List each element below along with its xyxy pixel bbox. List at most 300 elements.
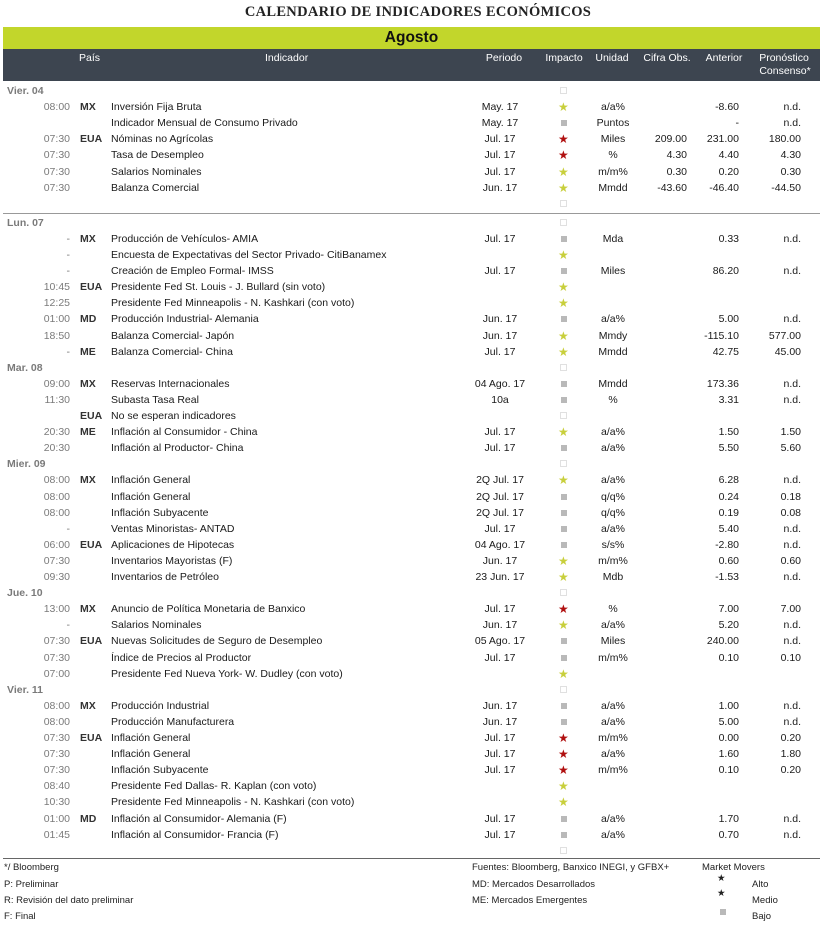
table-row: [3, 180, 820, 196]
row-period: 04 Ago. 17: [474, 538, 526, 551]
row-indicator: Balanza Comercial- China: [111, 345, 233, 358]
row-time: 13:00: [43, 603, 70, 616]
star-yellow-icon: ★: [558, 180, 569, 195]
star-yellow-icon: ★: [558, 328, 569, 343]
month-banner: Agosto: [3, 27, 820, 49]
row-indicator: Ventas Minoristas- ANTAD: [111, 522, 235, 535]
row-period: Jul. 17: [484, 812, 516, 825]
row-period: Jul. 17: [484, 651, 516, 664]
star-yellow-icon: ★: [558, 280, 569, 295]
gray-square-icon: [561, 494, 567, 500]
row-indicator: Índice de Precios al Productor: [111, 651, 252, 664]
star-yellow-icon: ★: [558, 248, 569, 262]
row-prev: 1.50: [718, 426, 739, 439]
table-row: [3, 164, 820, 180]
row-prev: 0.20: [718, 165, 739, 178]
gray-square-icon: [561, 703, 567, 709]
empty-square-icon: [560, 686, 567, 693]
table-row: [3, 601, 820, 617]
star-red-icon: ★: [558, 763, 569, 778]
table-row: [3, 505, 820, 521]
day-label: Lun. 07: [7, 216, 44, 229]
row-unit: Miles: [600, 265, 626, 278]
header-periodo: Periodo: [485, 52, 523, 64]
day-label: Vier. 11: [7, 683, 44, 696]
star-yellow-icon: ★: [558, 296, 569, 311]
row-prev: -8.60: [715, 101, 739, 114]
footer-note-revision: R: Revisión del dato preliminar: [4, 895, 134, 906]
row-period: Jul. 17: [484, 149, 516, 162]
day-label: Mar. 08: [7, 361, 43, 374]
row-unit: Mda: [602, 232, 624, 245]
row-forecast: 7.00: [780, 603, 801, 616]
row-indicator: Presidente Fed Minneapolis - N. Kashkari (con voto): [111, 796, 355, 809]
row-unit: %: [608, 149, 618, 162]
row-unit: a/a%: [601, 715, 625, 728]
table-row: [3, 730, 820, 746]
row-time: 10:45: [43, 281, 70, 294]
row-period: Jul. 17: [484, 133, 516, 146]
row-indicator: Nuevas Solicitudes de Seguro de Desempleo: [111, 635, 323, 648]
row-indicator: Inversión Fija Bruta: [111, 101, 202, 114]
row-unit: Miles: [600, 133, 626, 146]
row-indicator: Creación de Empleo Formal- IMSS: [111, 265, 274, 278]
footer-market-movers: Market Movers: [702, 862, 765, 873]
star-yellow-icon: ★: [558, 795, 569, 810]
row-indicator: Inflación al Consumidor - China: [111, 426, 258, 439]
row-unit: m/m%: [598, 165, 628, 178]
row-indicator: Presidente Fed Dallas- R. Kaplan (con voto): [111, 780, 317, 793]
gray-square-icon: [561, 381, 567, 387]
row-unit: a/a%: [601, 699, 625, 712]
star-yellow-icon: ★: [558, 666, 569, 681]
header-pronostico: Pronóstico: [759, 52, 809, 64]
row-prev: 42.75: [712, 345, 739, 358]
header-anterior: Anterior: [705, 52, 743, 64]
star-yellow-icon: ★: [558, 553, 569, 568]
row-forecast: 180.00: [768, 133, 801, 146]
row-forecast: n.d.: [783, 538, 801, 551]
gray-square-icon: [561, 542, 567, 548]
empty-square-icon: [560, 589, 567, 596]
table-row: [3, 762, 820, 778]
row-unit: a/a%: [601, 313, 625, 326]
table-row: [3, 263, 820, 279]
row-time: 08:00: [43, 101, 70, 114]
table-row: [3, 392, 820, 408]
row-indicator: Presidente Fed Minneapolis - N. Kashkari (con voto): [111, 297, 355, 310]
header-pais: País: [79, 52, 101, 64]
row-unit: s/s%: [601, 538, 625, 551]
row-indicator: Reservas Internacionales: [111, 377, 230, 390]
row-time: 07:30: [43, 165, 70, 178]
row-time: 09:30: [43, 571, 70, 583]
row-prev: 5.00: [718, 715, 739, 728]
row-forecast: 1.50: [780, 426, 801, 439]
row-prev: 0.33: [718, 232, 739, 245]
row-unit: a/a%: [601, 474, 625, 487]
row-unit: a/a%: [601, 748, 625, 761]
empty-square-icon: [560, 200, 567, 207]
footer-note-preliminar: P: Preliminar: [4, 879, 59, 890]
table-row: [3, 650, 820, 666]
legend-bajo: Bajo: [752, 911, 772, 922]
row-country: MD: [80, 812, 97, 825]
star-red-icon: ★: [558, 148, 569, 163]
row-prev: -2.80: [715, 538, 739, 551]
table-row: [3, 440, 820, 456]
table-row: [3, 311, 820, 327]
table-row: [3, 553, 820, 569]
row-period: Jul. 17: [484, 828, 516, 841]
row-time: -: [66, 345, 70, 358]
footer-md: MD: Mercados Desarrollados: [472, 879, 596, 890]
row-prev: 86.20: [712, 265, 739, 278]
table-row: [3, 537, 820, 553]
row-unit: m/m%: [598, 764, 628, 777]
row-prev: 1.00: [718, 699, 739, 712]
row-prev: 7.00: [718, 603, 739, 616]
row-unit: a/a%: [601, 442, 625, 455]
star-yellow-icon: ★: [558, 344, 569, 359]
row-indicator: Inflación Subyacente: [111, 764, 209, 777]
row-unit: a/a%: [601, 101, 625, 114]
row-indicator: Indicador Mensual de Consumo Privado: [111, 117, 298, 130]
row-indicator: No se esperan indicadores: [111, 410, 236, 422]
day-header: [3, 456, 820, 472]
row-period: Jun. 17: [482, 329, 518, 342]
star-yellow-icon: ★: [558, 425, 569, 440]
row-obs: -43.60: [657, 181, 687, 194]
row-unit: Mdb: [602, 571, 624, 583]
row-forecast: n.d.: [783, 812, 801, 825]
row-indicator: Inflación General: [111, 748, 191, 761]
gray-square-icon: [561, 236, 567, 242]
row-time: 01:00: [43, 313, 70, 326]
star-red-icon: ★: [558, 747, 569, 762]
row-prev: -46.40: [709, 181, 739, 194]
gray-square-icon: [561, 316, 567, 322]
row-country: ME: [80, 426, 96, 439]
row-time: 07:30: [43, 149, 70, 162]
table-row: [3, 247, 820, 263]
table-row: [3, 811, 820, 827]
row-indicator: Inflación al Consumidor- Alemania (F): [111, 812, 287, 825]
row-prev: 0.24: [718, 490, 739, 503]
star-yellow-icon: ★: [558, 779, 569, 794]
header-impacto: Impacto: [545, 52, 583, 64]
row-time: 20:30: [43, 426, 70, 439]
row-prev: 0.10: [718, 764, 739, 777]
row-prev: 4.40: [718, 149, 739, 162]
star-yellow-icon: ★: [558, 570, 569, 584]
row-forecast: 0.20: [780, 764, 801, 777]
gray-square-icon: [561, 719, 567, 725]
row-time: 20:30: [43, 442, 70, 455]
row-time: -: [66, 232, 70, 245]
day-label: Jue. 10: [7, 587, 43, 600]
table-row: [3, 714, 820, 730]
gray-square-icon: [561, 120, 567, 126]
row-indicator: Encuesta de Expectativas del Sector Privado- CitiBanamex: [111, 249, 387, 261]
row-period: 23 Jun. 17: [475, 571, 525, 583]
table-row: [3, 617, 820, 633]
row-time: 07:00: [43, 667, 70, 680]
table-row: [3, 344, 820, 360]
day-separator: [3, 213, 820, 214]
star-yellow-icon: ★: [558, 618, 569, 633]
row-country: MD: [80, 313, 97, 326]
row-period: 2Q Jul. 17: [476, 490, 524, 503]
row-time: 07:30: [43, 651, 70, 664]
row-time: 12:25: [43, 297, 70, 310]
row-unit: q/q%: [601, 506, 625, 519]
row-period: Jun. 17: [482, 554, 518, 567]
gray-square-icon: [561, 816, 567, 822]
row-time: 08:00: [43, 699, 70, 712]
row-indicator: Nóminas no Agrícolas: [111, 133, 214, 146]
gray-square-icon: [561, 638, 567, 644]
row-time: -: [66, 619, 70, 632]
day-header: [3, 360, 820, 376]
row-prev: 173.36: [706, 377, 739, 390]
row-unit: a/a%: [601, 522, 625, 535]
row-unit: Miles: [600, 635, 626, 648]
row-obs: 0.30: [666, 165, 687, 178]
day-header: [3, 215, 820, 231]
table-row: [3, 131, 820, 147]
legend-gray-square-icon: [720, 909, 726, 915]
gray-square-icon: [561, 268, 567, 274]
row-country: MX: [80, 603, 96, 616]
row-forecast: n.d.: [783, 265, 801, 278]
row-forecast: 1.80: [780, 748, 801, 761]
row-prev: -: [735, 117, 739, 130]
row-forecast: 45.00: [774, 345, 801, 358]
row-prev: 5.40: [718, 522, 739, 535]
row-period: Jul. 17: [484, 603, 516, 616]
day-label: Vier. 04: [7, 85, 44, 97]
gray-square-icon: [561, 655, 567, 661]
row-indicator: Inflación General: [111, 490, 191, 503]
row-country: MX: [80, 232, 96, 245]
row-indicator: Producción Industrial: [111, 699, 210, 712]
row-period: 04 Ago. 17: [474, 377, 526, 390]
row-indicator: Subasta Tasa Real: [111, 393, 199, 406]
row-period: Jun. 17: [482, 619, 518, 632]
footer-note-bloomberg: */ Bloomberg: [4, 862, 59, 873]
row-indicator: Salarios Nominales: [111, 619, 202, 632]
row-prev: 1.60: [718, 748, 739, 761]
row-forecast: n.d.: [783, 117, 801, 130]
row-forecast: n.d.: [783, 828, 801, 841]
row-indicator: Producción Manufacturera: [111, 715, 235, 728]
table-row: [3, 827, 820, 843]
gray-square-icon: [561, 832, 567, 838]
table-row: [3, 698, 820, 714]
row-time: 10:30: [43, 796, 70, 809]
row-indicator: Inventarios Mayoristas (F): [111, 554, 233, 567]
row-time: 06:00: [43, 538, 70, 551]
row-forecast: n.d.: [783, 571, 801, 583]
row-forecast: n.d.: [783, 232, 801, 245]
row-prev: 0.00: [718, 732, 739, 744]
row-unit: m/m%: [598, 554, 628, 567]
row-country: MX: [80, 699, 96, 712]
table-row: [3, 376, 820, 392]
row-country: EUA: [80, 635, 103, 648]
footer-note-final: F: Final: [4, 911, 36, 922]
star-red-icon: ★: [558, 731, 569, 745]
row-unit: Mmdy: [598, 329, 628, 342]
table-row: [3, 279, 820, 295]
row-country: MX: [80, 377, 96, 390]
blank-row: [3, 196, 820, 212]
row-indicator: Inventarios de Petróleo: [111, 571, 219, 583]
row-unit: Puntos: [596, 117, 630, 130]
row-prev: 231.00: [706, 133, 739, 146]
gray-square-icon: [561, 510, 567, 516]
row-forecast: n.d.: [783, 715, 801, 728]
row-indicator: Inflación Subyacente: [111, 506, 209, 519]
row-unit: a/a%: [601, 812, 625, 825]
row-country: MX: [80, 101, 96, 114]
row-unit: a/a%: [601, 426, 625, 439]
row-country: ME: [80, 345, 96, 358]
row-forecast: 0.30: [780, 165, 801, 178]
header-unidad: Unidad: [595, 52, 629, 64]
row-forecast: 0.08: [780, 506, 801, 519]
row-country: EUA: [80, 281, 103, 294]
row-time: 11:30: [44, 393, 70, 406]
row-period: 2Q Jul. 17: [476, 474, 524, 487]
row-unit: %: [608, 393, 618, 406]
row-indicator: Inflación General: [111, 474, 191, 487]
row-forecast: -44.50: [771, 181, 801, 194]
row-prev: -1.53: [715, 571, 739, 583]
row-time: 08:40: [43, 780, 70, 793]
row-country: EUA: [80, 732, 103, 744]
row-period: 10a: [491, 393, 509, 406]
gray-square-icon: [561, 445, 567, 451]
gray-square-icon: [561, 397, 567, 403]
row-time: 07:30: [43, 133, 70, 146]
day-header: [3, 682, 820, 698]
row-indicator: Presidente Fed Nueva York- W. Dudley (con voto): [111, 667, 343, 680]
table-row: [3, 666, 820, 682]
table-row: [3, 295, 820, 311]
row-time: 07:30: [43, 764, 70, 777]
row-forecast: 4.30: [780, 149, 801, 162]
star-yellow-icon: ★: [558, 473, 569, 488]
row-forecast: 0.60: [780, 554, 801, 567]
star-yellow-icon: ★: [558, 100, 569, 115]
row-period: Jul. 17: [484, 732, 516, 744]
row-period: Jul. 17: [484, 764, 516, 777]
row-forecast: 5.60: [780, 442, 801, 455]
row-time: -: [66, 265, 70, 278]
row-indicator: Inflación al Consumidor- Francia (F): [111, 828, 279, 841]
legend-alto: Alto: [752, 879, 769, 890]
row-prev: 6.28: [718, 474, 739, 487]
row-period: Jul. 17: [484, 426, 516, 439]
row-time: 07:30: [43, 554, 70, 567]
row-forecast: n.d.: [783, 522, 801, 535]
row-prev: 0.19: [718, 506, 739, 519]
table-row: [3, 328, 820, 344]
row-forecast: n.d.: [783, 393, 801, 406]
table-row: [3, 633, 820, 649]
row-prev: 0.10: [718, 651, 739, 664]
row-time: 08:00: [43, 490, 70, 503]
row-period: Jun. 17: [482, 313, 518, 326]
row-forecast: 577.00: [768, 329, 801, 342]
row-forecast: n.d.: [783, 635, 801, 648]
day-header: [3, 83, 820, 99]
table-row: [3, 231, 820, 247]
row-time: 01:00: [43, 812, 70, 825]
row-obs: 209.00: [654, 133, 687, 146]
empty-square-icon: [560, 847, 567, 854]
row-country: EUA: [80, 538, 103, 551]
row-time: 07:30: [43, 732, 70, 744]
row-period: May. 17: [481, 117, 519, 130]
empty-square-icon: [560, 219, 567, 226]
row-time: -: [66, 249, 70, 261]
row-period: Jun. 17: [482, 715, 518, 728]
table-header: [3, 49, 820, 81]
table-row: [3, 778, 820, 794]
gray-square-icon: [561, 526, 567, 532]
row-time: 18:50: [43, 329, 70, 342]
row-prev: 5.00: [718, 313, 739, 326]
row-unit: Mmdd: [598, 345, 628, 358]
footer-me: ME: Mercados Emergentes: [472, 895, 588, 906]
table-row: [3, 521, 820, 537]
row-forecast: n.d.: [783, 313, 801, 326]
row-unit: %: [608, 603, 618, 616]
legend-star-red-icon: ★: [717, 873, 726, 884]
row-forecast: n.d.: [783, 474, 801, 487]
row-time: 07:30: [43, 635, 70, 648]
row-period: Jun. 17: [482, 181, 518, 194]
header-cifra-obs: Cifra Obs.: [643, 52, 691, 64]
row-indicator: Aplicaciones de Hipotecas: [111, 538, 235, 551]
table-row: [3, 115, 820, 131]
row-country: MX: [80, 474, 96, 487]
row-forecast: 0.20: [780, 732, 801, 744]
row-prev: 1.70: [718, 812, 739, 825]
empty-square-icon: [560, 412, 567, 419]
header-consenso: Consenso*: [759, 65, 811, 77]
row-indicator: Salarios Nominales: [111, 165, 202, 178]
row-period: May. 17: [481, 101, 519, 114]
table-row: [3, 472, 820, 488]
row-time: 07:30: [43, 748, 70, 761]
empty-square-icon: [560, 460, 567, 467]
table-row: [3, 569, 820, 585]
row-unit: a/a%: [601, 619, 625, 632]
row-prev: 0.60: [718, 554, 739, 567]
row-time: 01:45: [43, 828, 70, 841]
empty-square-icon: [560, 364, 567, 371]
row-unit: m/m%: [598, 651, 628, 664]
row-time: 08:00: [43, 506, 70, 519]
row-indicator: Tasa de Desempleo: [111, 149, 204, 162]
row-indicator: Balanza Comercial: [111, 181, 200, 194]
row-prev: 5.20: [718, 619, 739, 632]
row-prev: 3.31: [718, 393, 739, 406]
